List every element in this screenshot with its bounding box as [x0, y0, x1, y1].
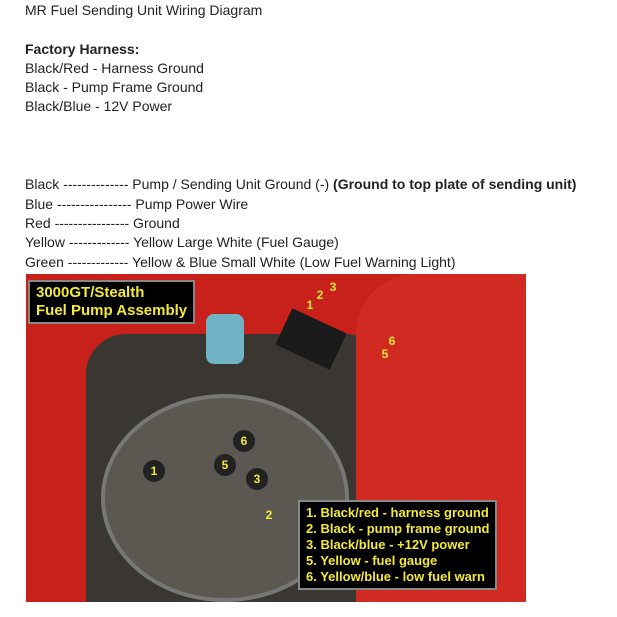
pin-label: 3 — [246, 468, 268, 490]
pin-label: 6 — [233, 430, 255, 452]
connector-label: 2 — [316, 288, 324, 302]
legend-item: 2. Black - pump frame ground — [306, 521, 490, 536]
photo-title-line: Fuel Pump Assembly — [36, 302, 188, 319]
factory-heading: Factory Harness: — [25, 41, 140, 57]
fuel-pump-photo — [26, 274, 526, 602]
connector-label: 5 — [381, 347, 389, 361]
photo-title — [28, 280, 195, 324]
wire-text: Black -------------- Pump / Sending Unit Ground (-) — [25, 176, 334, 192]
legend-item: 3. Black/blue - +12V power — [306, 537, 470, 552]
wire-line: Green ------------- Yellow & Blue Small White (Low Fuel Warning Light) — [25, 254, 456, 270]
wire-line: Red ---------------- Ground — [25, 215, 180, 231]
connector-label: 6 — [388, 334, 396, 348]
wire-line: Blue ---------------- Pump Power Wire — [25, 196, 249, 212]
wire-line — [25, 175, 576, 194]
legend-item: 6. Yellow/blue - low fuel warn — [306, 569, 485, 584]
factory-line: Black/Red - Harness Ground — [25, 60, 204, 76]
blue-connector — [206, 314, 244, 364]
legend-item: 5. Yellow - fuel gauge — [306, 553, 438, 568]
pin-label: 2 — [265, 508, 273, 522]
pin-label: 5 — [214, 454, 236, 476]
pin-legend — [298, 500, 497, 590]
connector-label: 1 — [306, 298, 314, 312]
connector-label: 3 — [329, 280, 337, 294]
wire-line: Yellow ------------- Yellow Large White (Fuel Gauge) — [25, 234, 339, 250]
factory-line: Black - Pump Frame Ground — [25, 79, 204, 95]
factory-line: Black/Blue - 12V Power — [25, 98, 173, 114]
photo-title-line: 3000GT/Stealth — [36, 284, 145, 301]
legend-item: 1. Black/red - harness ground — [306, 505, 489, 520]
wire-note: (Ground to top plate of sending unit) — [333, 176, 577, 192]
document-title: MR Fuel Sending Unit Wiring Diagram — [25, 2, 263, 18]
pin-label: 1 — [143, 460, 165, 482]
